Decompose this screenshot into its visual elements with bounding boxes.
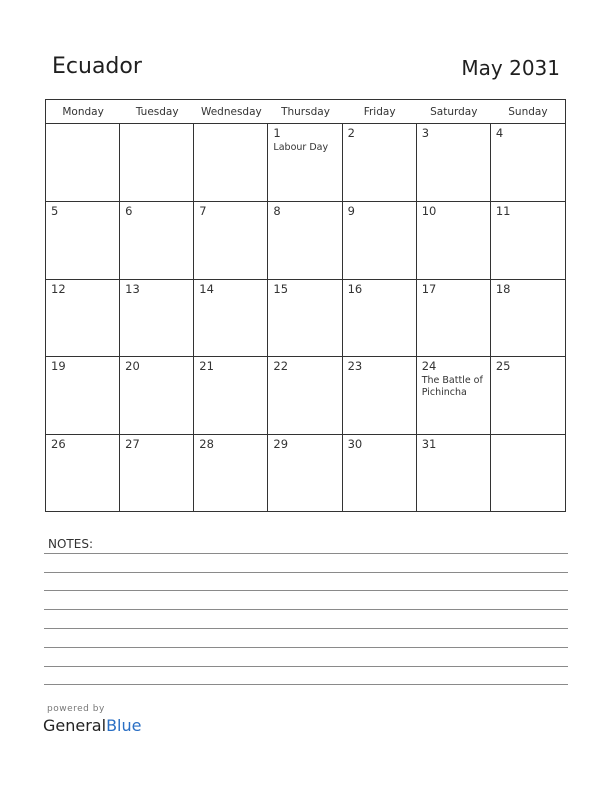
day-number: 11 xyxy=(495,204,511,219)
powered-by-text: powered by xyxy=(47,704,105,714)
day-number: 9 xyxy=(347,204,355,219)
day-number: 13 xyxy=(125,281,140,296)
notes-line xyxy=(44,628,568,629)
day-cell[interactable] xyxy=(417,201,491,278)
notes-line xyxy=(44,647,568,648)
generalblue-logo[interactable] xyxy=(43,716,141,735)
day-cell[interactable] xyxy=(491,124,565,201)
day-number: 29 xyxy=(273,436,289,451)
day-number: 6 xyxy=(125,204,133,219)
day-cell[interactable] xyxy=(268,434,342,511)
day-cell[interactable] xyxy=(268,124,342,201)
day-cell[interactable] xyxy=(491,279,565,356)
day-cell[interactable] xyxy=(417,356,491,433)
weekday-header: Friday xyxy=(343,100,417,124)
day-cell[interactable] xyxy=(491,201,565,278)
brand-general: General xyxy=(43,716,107,735)
day-cell[interactable] xyxy=(46,279,120,356)
month-year-title: May 2031 xyxy=(461,56,560,80)
day-cell[interactable] xyxy=(194,434,268,511)
day-cell[interactable] xyxy=(120,279,194,356)
day-cell[interactable] xyxy=(417,279,491,356)
day-cell[interactable] xyxy=(268,356,342,433)
day-cell[interactable] xyxy=(343,279,417,356)
notes-line xyxy=(44,684,568,685)
day-cell[interactable] xyxy=(46,434,120,511)
day-number: 3 xyxy=(421,126,430,140)
notes-label: NOTES: xyxy=(48,537,93,551)
day-number: 4 xyxy=(495,126,504,140)
notes-line xyxy=(44,666,568,667)
notes-line xyxy=(44,590,568,591)
day-number: 1 xyxy=(273,126,281,140)
day-number: 20 xyxy=(125,359,140,374)
day-cell[interactable] xyxy=(268,201,342,278)
day-number: 8 xyxy=(273,204,281,219)
day-number: 26 xyxy=(51,436,66,451)
weekday-header: Monday xyxy=(46,100,120,124)
day-cell[interactable] xyxy=(46,356,120,433)
day-cell[interactable] xyxy=(417,124,491,201)
day-number: 5 xyxy=(51,204,59,219)
day-cell[interactable] xyxy=(120,201,194,278)
day-number: 2 xyxy=(347,126,355,140)
day-number: 7 xyxy=(199,204,207,219)
weekday-header: Sunday xyxy=(491,100,565,124)
day-cell[interactable] xyxy=(491,356,565,433)
day-number: 18 xyxy=(495,281,511,296)
day-number: 30 xyxy=(347,436,363,451)
day-number: 21 xyxy=(199,359,214,374)
day-number: 19 xyxy=(51,359,66,374)
day-cell[interactable] xyxy=(46,124,120,201)
holiday-label: Labour Day xyxy=(273,142,329,153)
day-cell[interactable] xyxy=(194,124,268,201)
day-cell[interactable] xyxy=(343,356,417,433)
day-number: 16 xyxy=(347,281,363,296)
notes-line xyxy=(44,609,568,610)
day-number: 24 xyxy=(421,359,437,374)
day-number: 27 xyxy=(125,436,140,451)
day-cell[interactable] xyxy=(120,434,194,511)
day-cell[interactable] xyxy=(194,356,268,433)
day-number: 10 xyxy=(421,204,437,219)
weekday-header: Thursday xyxy=(268,100,342,124)
day-number: 23 xyxy=(347,359,363,374)
day-number: 12 xyxy=(51,281,66,296)
day-number: 15 xyxy=(273,281,289,296)
day-cell[interactable] xyxy=(268,279,342,356)
day-cell[interactable] xyxy=(194,201,268,278)
day-cell[interactable] xyxy=(120,124,194,201)
notes-line xyxy=(44,572,568,573)
day-cell[interactable] xyxy=(491,434,565,511)
weekday-header: Tuesday xyxy=(120,100,194,124)
day-number: 14 xyxy=(199,281,214,296)
weekday-header: Saturday xyxy=(417,100,491,124)
day-cell[interactable] xyxy=(194,279,268,356)
calendar-grid xyxy=(45,99,566,512)
day-number: 25 xyxy=(495,359,511,374)
country-title: Ecuador xyxy=(52,54,142,79)
day-cell[interactable] xyxy=(343,124,417,201)
day-cell[interactable] xyxy=(120,356,194,433)
day-cell[interactable] xyxy=(343,434,417,511)
weekday-header: Wednesday xyxy=(194,100,268,124)
day-cell[interactable] xyxy=(417,434,491,511)
day-cell[interactable] xyxy=(343,201,417,278)
day-number: 22 xyxy=(273,359,289,374)
day-cell[interactable] xyxy=(46,201,120,278)
day-number: 28 xyxy=(199,436,214,451)
notes-line xyxy=(44,553,568,554)
holiday-label: The Battle of Pichincha xyxy=(421,375,483,399)
brand-blue: Blue xyxy=(106,716,142,735)
day-number: 31 xyxy=(421,436,437,451)
day-number: 17 xyxy=(421,281,437,296)
